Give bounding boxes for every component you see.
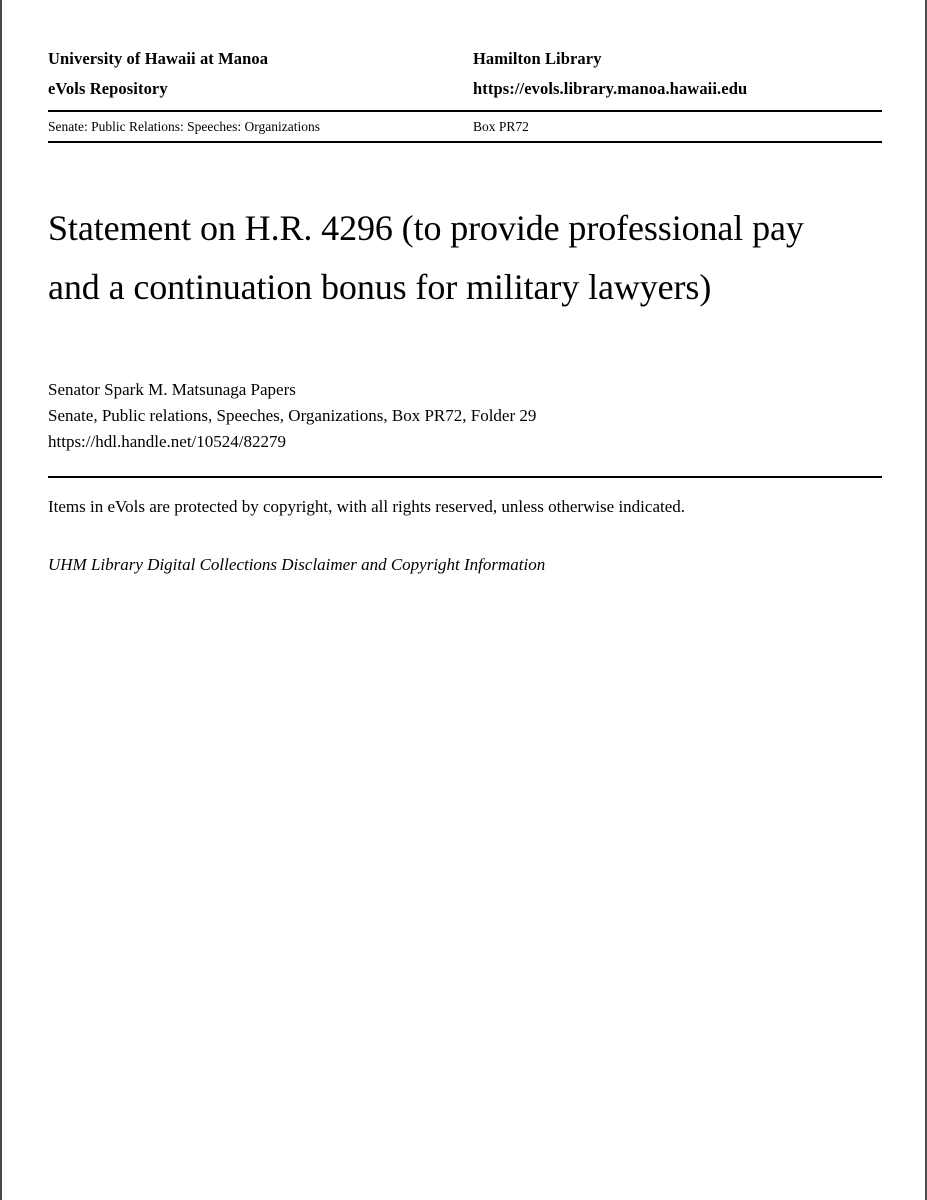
repository-url[interactable]: https://evols.library.manoa.hawaii.edu [473,79,748,98]
citation-block [48,377,882,455]
collection-path: Senate: Public Relations: Speeches: Organizations [48,119,320,134]
citation-collection: Senator Spark M. Matsunaga Papers [48,380,296,399]
box-label: Box PR72 [473,119,529,134]
citation-handle[interactable]: https://hdl.handle.net/10524/82279 [48,432,286,451]
document-header [48,0,882,143]
page-content [48,0,882,577]
disclaimer-link[interactable]: UHM Library Digital Collections Disclaimer and Copyright Information [48,555,546,574]
header-row-primary [48,44,882,74]
header-row-collection [48,112,882,141]
repository-name: eVols Repository [48,79,168,98]
citation-series: Senate, Public relations, Speeches, Organizations, Box PR72, Folder 29 [48,406,537,425]
page-title: Statement on H.R. 4296 (to provide professional pay and a continuation bonus for military lawyers) [48,208,804,307]
header-divider-bottom [48,141,882,143]
rights-statement: Items in eVols are protected by copyright, with all rights reserved, unless otherwise indicated. [48,497,686,516]
rights-divider [48,476,882,478]
institution-name: University of Hawaii at Manoa [48,49,269,68]
library-name: Hamilton Library [473,49,602,68]
header-row-secondary [48,74,882,104]
